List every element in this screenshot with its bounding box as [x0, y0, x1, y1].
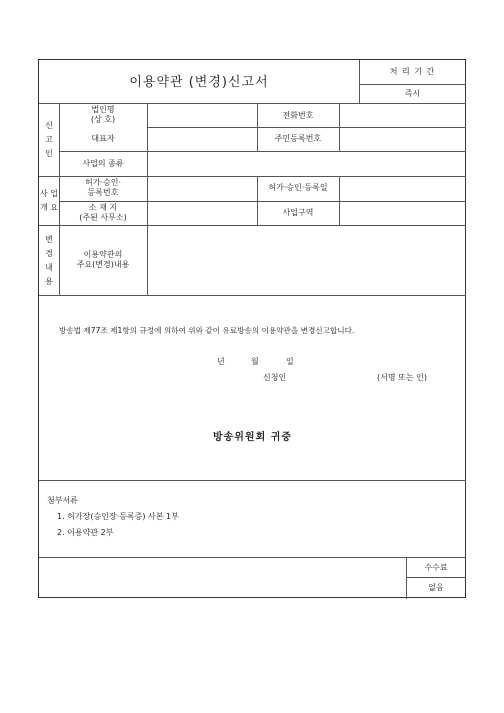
- processing-period-value: 즉시: [404, 89, 421, 98]
- rule: [147, 103, 148, 295]
- change-section-label: 변 경 내 용: [45, 235, 53, 286]
- rule: [39, 557, 466, 558]
- form-title: 이용약관 (변경)신고서: [129, 75, 269, 90]
- change-content-label: 이용약관의 주요(변경)내용: [76, 250, 130, 269]
- rule: [39, 295, 466, 296]
- attachment-item: 2. 이용약관 2부: [57, 528, 114, 537]
- representative-label: 대표자: [91, 134, 115, 143]
- rule: [406, 577, 466, 578]
- recipient: 방송위원회 귀중: [212, 432, 293, 443]
- business-area-label: 사업구역: [282, 208, 314, 217]
- date-year: 년: [217, 357, 225, 366]
- declaration-text: 방송법 제77조 제1항의 규정에 의하여 위와 같이 유료방송의 이용약관을 변경신고합니다.: [59, 326, 355, 335]
- business-type-label: 사업의 종류: [82, 159, 124, 168]
- date-day: 일: [286, 357, 294, 366]
- rule: [59, 151, 466, 152]
- resident-number-label: 주민등록번호: [274, 134, 322, 143]
- rule: [339, 103, 340, 151]
- license-number-label: 허가·승인· 등록번호: [85, 178, 121, 197]
- attachments-title: 첨부서류: [47, 496, 78, 505]
- rule: [39, 176, 466, 177]
- report-form: [38, 59, 466, 598]
- rule: [147, 127, 466, 128]
- fee-value: 없음: [428, 583, 444, 592]
- license-date-label: 허가·승인·등록일: [268, 183, 328, 192]
- business-section-label: 사 업 개 요: [40, 189, 58, 212]
- applicant-signature-label: 신청인: [263, 373, 287, 382]
- fee-label: 수수료: [424, 563, 448, 572]
- rule: [339, 176, 340, 225]
- rule: [39, 480, 466, 481]
- signature-or-seal: (서명 또는 인): [377, 373, 427, 382]
- applicant-section-label: 신 고 인: [45, 121, 53, 158]
- rule: [39, 225, 466, 226]
- processing-period-label: 처 리 기 간: [389, 67, 436, 76]
- attachment-item: 1. 허가장(승인장·등록증) 사본 1부: [57, 512, 179, 521]
- rule: [59, 201, 466, 202]
- rule: [39, 103, 466, 104]
- location-label: 소 재 지 (주된 사무소): [79, 203, 127, 222]
- date-month: 월: [251, 357, 259, 366]
- phone-label: 전화번호: [282, 111, 314, 120]
- company-name-label: 법인명 (상 호): [90, 105, 116, 124]
- rule: [359, 84, 466, 85]
